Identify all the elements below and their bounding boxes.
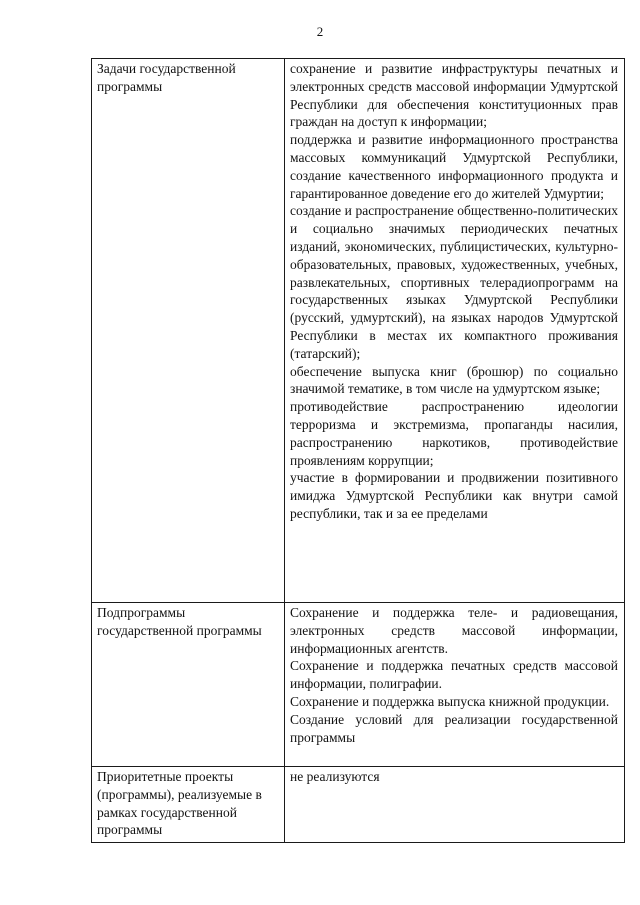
priority-projects-value: не реализуются xyxy=(290,769,380,784)
program-task-item: сохранение и развитие инфраструктуры печатных и электронных средств массовой информации Удмуртской Республики для обеспечения конституционных прав граждан на доступ к информации; xyxy=(290,61,618,130)
program-tasks-label-cell xyxy=(92,59,285,603)
program-task-item: обеспечение выпуска книг (брошюр) по социально значимой тематике, в том числе на удмуртском языке; xyxy=(290,363,618,397)
subprograms-value-cell xyxy=(285,603,625,767)
subprograms-label: Подпрограммы государственной программы xyxy=(97,605,262,638)
program-task-item: противодействие распространению идеологии терроризма и экстремизма, пропаганды насилия, распространению наркотиков, противодействие проявлениям коррупции; xyxy=(290,399,618,468)
priority-projects-list xyxy=(285,767,624,789)
table-row-subprograms xyxy=(92,603,625,767)
program-passport-table xyxy=(91,58,625,843)
priority-projects-label: Приоритетные проекты (программы), реализуемые в рамках государственной программы xyxy=(97,769,262,838)
subprogram-item: Сохранение и поддержка выпуска книжной продукции. xyxy=(290,693,610,709)
subprograms-label-cell xyxy=(92,603,285,767)
priority-projects-value-cell xyxy=(285,767,625,843)
table-row-program-tasks xyxy=(92,59,625,603)
program-tasks-label: Задачи государственной программы xyxy=(97,61,236,94)
subprogram-item: Сохранение и поддержка печатных средств массовой информации, полиграфии. xyxy=(290,658,618,692)
page-number: 2 xyxy=(316,24,324,39)
subprogram-item: Создание условий для реализации государственной программы xyxy=(290,711,618,745)
program-tasks-value-cell xyxy=(285,59,625,603)
program-task-item: создание и распространение общественно-политических и социально значимых периодических печатных изданий, экономических, публицистических, культурно-образовательных, правовых, художественных, учебных, развлекательных, спортивных телерадиопрограмм на государственных языках Удмуртской Республики (русский, удмуртский), на языках народов Удмуртской Республики в местах их компактного проживания (татарский); xyxy=(290,203,618,361)
table-row-priority-projects xyxy=(92,767,625,843)
subprogram-item: Сохранение и поддержка теле- и радиовещания, электронных средств массовой информации, информационных агентств. xyxy=(290,605,618,656)
program-tasks-list xyxy=(285,59,624,526)
program-task-item: поддержка и развитие информационного пространства массовых коммуникаций Удмуртской Республики, создание качественного информационного продукта и гарантированное доведение его до жителей Удмуртии; xyxy=(290,132,618,201)
program-task-item: участие в формировании и продвижении позитивного имиджа Удмуртской Республики как внутри самой республики, так и за ее пределами xyxy=(290,470,618,521)
subprograms-list xyxy=(285,603,624,749)
priority-projects-label-cell xyxy=(92,767,285,843)
